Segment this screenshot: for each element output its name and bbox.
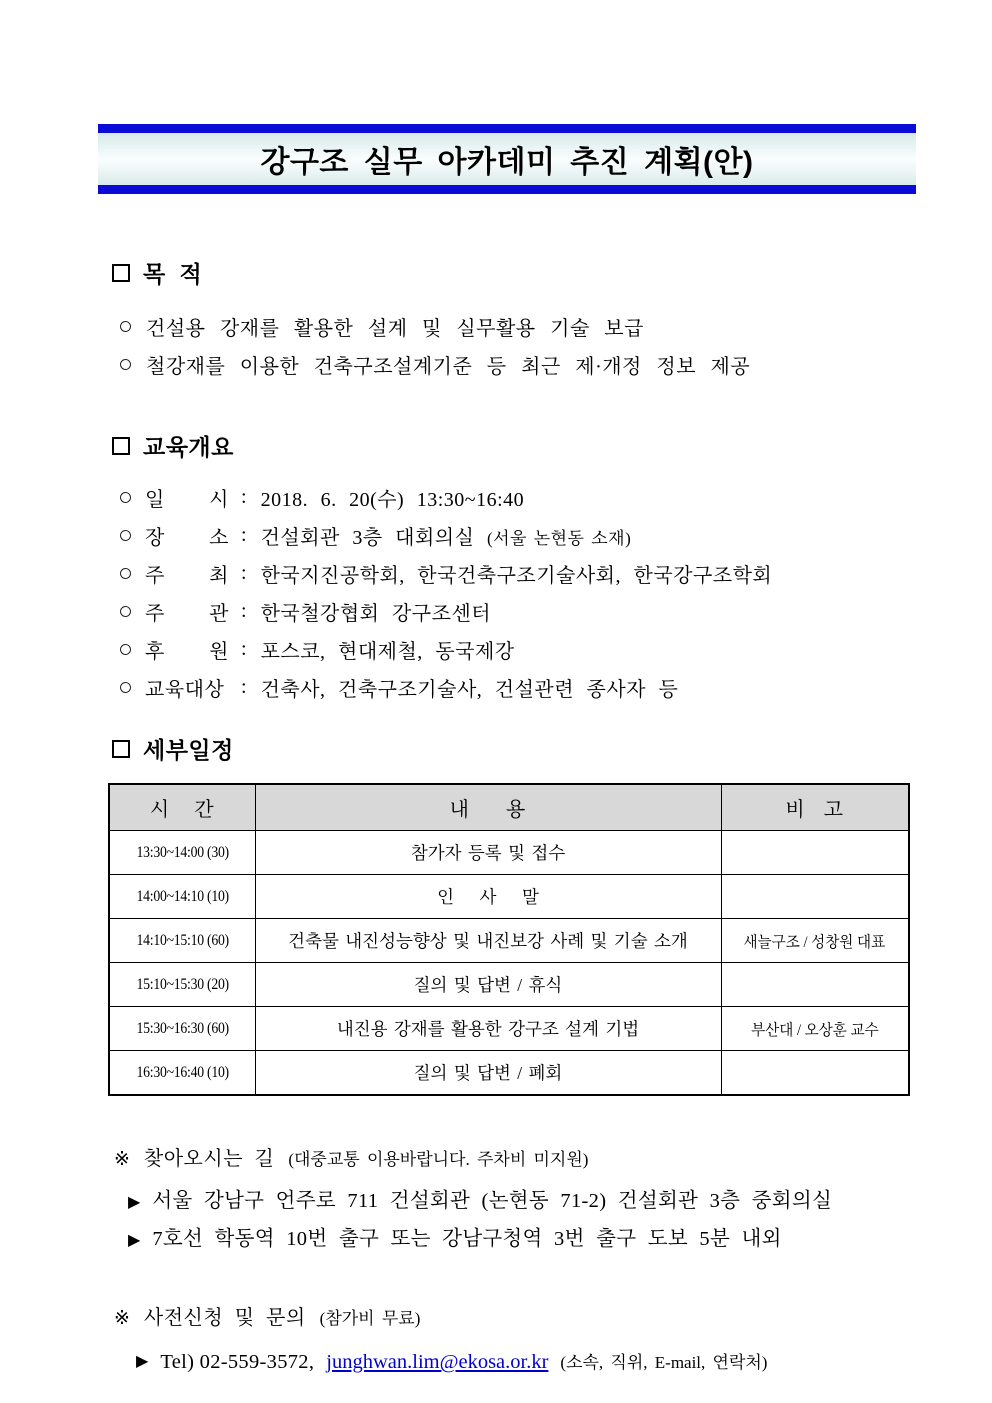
colon-separator: : bbox=[241, 599, 247, 622]
overview-item-label: 장 소 bbox=[145, 526, 229, 549]
directions-title-row bbox=[114, 1142, 916, 1171]
schedule-row bbox=[109, 963, 909, 1007]
schedule-cell-remark bbox=[721, 875, 909, 919]
section-schedule bbox=[98, 732, 916, 1096]
overview-item-value bbox=[261, 635, 528, 664]
overview-item-value bbox=[261, 597, 504, 626]
schedule-header-time: 시 간 bbox=[109, 784, 255, 831]
colon-separator: : bbox=[241, 637, 247, 660]
schedule-cell-remark bbox=[721, 831, 909, 875]
purpose-item bbox=[120, 345, 916, 383]
overview-heading-text: 교육개요 bbox=[143, 434, 234, 460]
overview-value-text: 2018. 6. 20(수) 13:30~16:40 bbox=[260, 488, 525, 511]
application-note: (참가비 무료) bbox=[319, 1309, 421, 1328]
reference-mark-icon: ※ bbox=[114, 1308, 130, 1329]
application-section bbox=[98, 1301, 916, 1374]
schedule-row bbox=[109, 919, 909, 963]
purpose-list bbox=[120, 307, 916, 383]
document-title: 강구조 실무 아카데미 추진 계획(안) bbox=[260, 146, 754, 179]
directions-title: 찾아오시는 길 bbox=[143, 1148, 275, 1170]
colon-separator: : bbox=[241, 485, 247, 508]
schedule-cell-remark bbox=[721, 1007, 909, 1051]
colon-separator: : bbox=[241, 675, 247, 698]
arrow-bullet-icon: ▶ bbox=[128, 1232, 141, 1249]
schedule-cell-remark bbox=[721, 919, 909, 963]
overview-item-label: 일 시 bbox=[145, 488, 229, 511]
circle-bullet-icon bbox=[120, 606, 131, 617]
schedule-row bbox=[109, 1051, 909, 1096]
overview-item-value bbox=[261, 483, 537, 512]
section-purpose bbox=[98, 256, 916, 383]
section-overview bbox=[98, 429, 916, 706]
overview-value-note: (서울 논현동 소재) bbox=[486, 528, 632, 548]
schedule-row bbox=[109, 831, 909, 875]
application-title-row bbox=[114, 1301, 916, 1330]
circle-bullet-icon bbox=[120, 568, 131, 579]
schedule-cell-content: 참가자 등록 및 접수 bbox=[255, 831, 721, 875]
overview-item-label: 주 관 bbox=[145, 602, 229, 625]
overview-value-text: 포스코, 현대제철, 동국제강 bbox=[260, 640, 515, 663]
directions-section bbox=[98, 1142, 916, 1259]
directions-item-text: 7호선 학동역 10번 출구 또는 강남구청역 3번 출구 도보 5분 내외 bbox=[152, 1228, 782, 1250]
schedule-cell-time bbox=[109, 831, 255, 875]
schedule-cell-content: 건축물 내진성능향상 및 내진보강 사례 및 기술 소개 bbox=[255, 919, 721, 963]
arrow-bullet-icon: ▶ bbox=[128, 1194, 141, 1211]
schedule-heading bbox=[112, 732, 916, 765]
square-bullet-icon bbox=[112, 437, 130, 455]
square-bullet-icon bbox=[112, 740, 130, 758]
schedule-cell-content: 질의 및 답변 / 휴식 bbox=[255, 963, 721, 1007]
document-content bbox=[98, 0, 916, 1374]
overview-item-label: 주 최 bbox=[145, 564, 229, 587]
banner-top-rule bbox=[98, 124, 916, 133]
contact-email-link[interactable]: junghwan.lim@ekosa.or.kr bbox=[326, 1351, 549, 1373]
overview-item-value bbox=[261, 559, 785, 588]
schedule-cell-content: 질의 및 답변 / 폐회 bbox=[255, 1051, 721, 1096]
application-title: 사전신청 및 문의 bbox=[143, 1307, 306, 1329]
colon-separator: : bbox=[241, 561, 247, 584]
directions-item-text: 서울 강남구 언주로 711 건설회관 (논현동 71-2) 건설회관 3층 중회의실 bbox=[152, 1190, 833, 1212]
directions-item bbox=[128, 1183, 916, 1221]
overview-item-audience bbox=[120, 668, 916, 706]
schedule-cell-time bbox=[109, 919, 255, 963]
banner-bottom-rule bbox=[98, 185, 916, 194]
schedule-row bbox=[109, 875, 909, 919]
circle-bullet-icon bbox=[120, 321, 131, 332]
schedule-heading-text: 세부일정 bbox=[143, 737, 234, 763]
schedule-cell-content: 내진용 강재를 활용한 강구조 설계 기법 bbox=[255, 1007, 721, 1051]
schedule-header-row bbox=[109, 784, 909, 831]
circle-bullet-icon bbox=[120, 359, 131, 370]
circle-bullet-icon bbox=[120, 492, 131, 503]
purpose-heading-text: 목 적 bbox=[143, 261, 203, 287]
schedule-cell-time bbox=[109, 963, 255, 1007]
schedule-cell-content: 인 사 말 bbox=[255, 875, 721, 919]
overview-list bbox=[120, 478, 916, 706]
contact-row bbox=[136, 1348, 916, 1374]
overview-value-text: 한국지진공학회, 한국건축구조기술사회, 한국강구조학회 bbox=[260, 564, 773, 587]
overview-item-value bbox=[261, 521, 632, 550]
schedule-header-remark: 비 고 bbox=[721, 784, 909, 831]
schedule-cell-time bbox=[109, 1007, 255, 1051]
circle-bullet-icon bbox=[120, 530, 131, 541]
schedule-header-content: 내 용 bbox=[255, 784, 721, 831]
schedule-table bbox=[108, 783, 910, 1096]
banner-body bbox=[98, 133, 916, 185]
schedule-cell-time bbox=[109, 1051, 255, 1096]
purpose-heading bbox=[112, 256, 916, 289]
time-text: 16:30~16:40 (10) bbox=[136, 1063, 229, 1081]
schedule-cell-time bbox=[109, 875, 255, 919]
directions-item bbox=[128, 1221, 916, 1259]
reference-mark-icon: ※ bbox=[114, 1149, 130, 1170]
overview-value-text: 건설회관 3층 대회의실 bbox=[260, 526, 475, 549]
overview-heading bbox=[112, 429, 916, 462]
overview-item-place bbox=[120, 516, 916, 554]
overview-item-datetime bbox=[120, 478, 916, 516]
remark-text: 새늘구조 / 성창원 대표 bbox=[743, 933, 886, 951]
overview-item-label: 교육대상 bbox=[145, 678, 225, 701]
time-text: 14:00~14:10 (10) bbox=[136, 887, 229, 905]
time-text: 13:30~14:00 (30) bbox=[136, 843, 229, 861]
schedule-row bbox=[109, 1007, 909, 1051]
overview-item-sponsor bbox=[120, 630, 916, 668]
contact-suffix: (소속, 직위, E-mail, 연락처) bbox=[560, 1353, 768, 1372]
purpose-item bbox=[120, 307, 916, 345]
overview-value-text: 한국철강협회 강구조센터 bbox=[260, 602, 492, 625]
time-text: 15:30~16:30 (60) bbox=[136, 1019, 229, 1037]
square-bullet-icon bbox=[112, 264, 130, 282]
overview-item-organizer bbox=[120, 592, 916, 630]
arrow-bullet-icon: ▶ bbox=[136, 1353, 149, 1370]
contact-phone: Tel) 02-559-3572, bbox=[160, 1351, 315, 1373]
time-text: 14:10~15:10 (60) bbox=[136, 931, 229, 949]
overview-value-text: 건축사, 건축구조기술사, 건설관련 종사자 등 bbox=[260, 678, 679, 701]
time-text: 15:10~15:30 (20) bbox=[136, 975, 229, 993]
overview-item-label: 후 원 bbox=[145, 640, 229, 663]
purpose-item-text: 철강재를 이용한 건축구조설계기준 등 최근 제·개정 정보 제공 bbox=[146, 355, 751, 378]
remark-text: 부산대 / 오상훈 교수 bbox=[750, 1021, 879, 1039]
overview-item-value bbox=[261, 673, 691, 702]
overview-item-host bbox=[120, 554, 916, 592]
schedule-cell-remark bbox=[721, 1051, 909, 1096]
circle-bullet-icon bbox=[120, 682, 131, 693]
schedule-cell-remark bbox=[721, 963, 909, 1007]
directions-items bbox=[128, 1183, 916, 1259]
circle-bullet-icon bbox=[120, 644, 131, 655]
colon-separator: : bbox=[241, 523, 247, 546]
title-banner bbox=[98, 124, 916, 194]
purpose-item-text: 건설용 강재를 활용한 설계 및 실무활용 기술 보급 bbox=[146, 317, 644, 340]
directions-note: (대중교통 이용바랍니다. 주차비 미지원) bbox=[288, 1150, 589, 1169]
